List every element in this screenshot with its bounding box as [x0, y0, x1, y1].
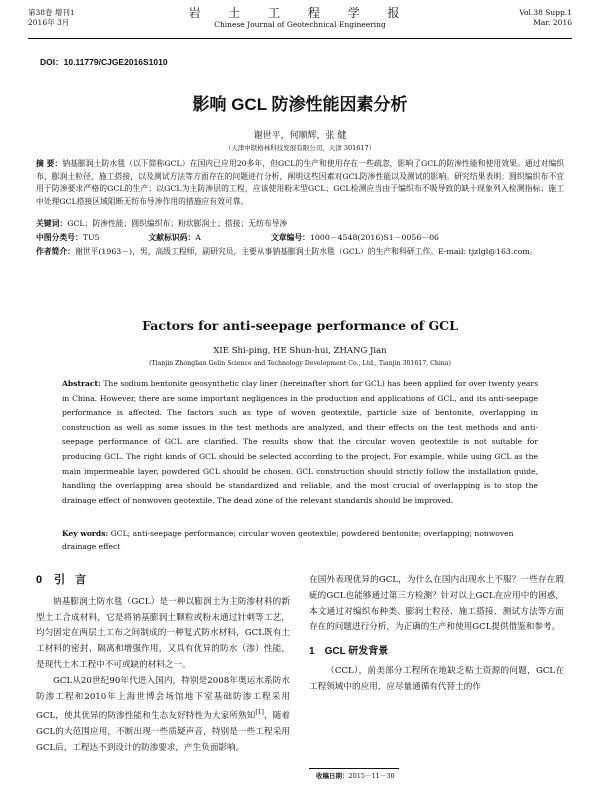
doc-code-item: [148, 232, 268, 244]
article-no-item: [271, 232, 439, 244]
doi[interactable]: DOI：10.11779/CJGE2016S1010: [40, 57, 168, 67]
section-1-title: GCL 研发背景: [324, 646, 389, 658]
clc-item: [36, 232, 146, 244]
abstract-cn-label: 摘 要：: [36, 159, 63, 168]
header-date-cn: 2016年 3月: [28, 18, 70, 27]
author-bio-label: 作者简介：: [36, 247, 75, 256]
abstract-cn-text: 钠基膨润土防水毯（以下简称GCL）在国内已应用20多年，但GCL的生产和使用存在一些疏忽，影响了GCL的防渗性能和使用效果。通过对编织布、膨润土粒径、施工搭接，以及测试方法等方面存在的问题进行分析，阐明这些因素对GCL防渗性能以及测试的影响。研究结果表明：圆织编织布不宜用于防渗要求严格的GCL的生产；以GCL为主防渗层的工程，应该使用粉末型GCL；GCL检测应当由于编织布不吸导致的缺十现象列入检测指标；施工中处理GCL搭接区域阻断无纺布导渗作用的措施应有效可靠。: [36, 159, 564, 206]
intro-paragraph-2-text: GCL从20世纪90年代进入国内，特别是2008年奥运水系防水防渗工程和2010年上海世博会场馆地下室基础防渗工程采用GCL，使其优异的防渗性能和生态友好特性为大家所熟知: [36, 675, 290, 722]
intro-paragraph-3: 在国外表现优异的GCL，为什么在国内出现水土不服？一些存在瑕疵的GCL也能够通过第三方检测？针对以上GCL在应用中的困惑，本文通过对编织布种类、膨润土粒径、施工搭接、测试方法等方面存在的问题进行分析，为正确的生产和使用GCL提供借鉴和参考。: [309, 575, 564, 633]
section-1-heading: [309, 644, 564, 660]
authors-cn: 谢世平，何顺辉，张 健: [253, 131, 347, 141]
intro-paragraph-2: [36, 674, 290, 757]
abstract-en-label: Abstract:: [62, 379, 101, 388]
affiliation-cn: （天津中联格林科技发展有限公司，天津 301617）: [224, 144, 376, 152]
section-0-title: 引言: [54, 574, 97, 586]
received-label: 收稿日期：: [316, 772, 349, 780]
article-no-value: 1000－4548(2016)S1－0056－06: [309, 233, 440, 242]
clc-value: TU5: [82, 233, 100, 242]
abstract-en: [62, 377, 538, 508]
citation-ref-1[interactable]: [1]: [255, 709, 264, 717]
author-bio-cn: [36, 246, 564, 259]
body-column-left: [36, 573, 290, 757]
affiliation-en: (Tianjin Zhonglian Gelin Science and Technology Development Co., Ltd., Tianjin 301617, China): [149, 360, 451, 367]
intro-paragraph-2-cont: ，随着GCL的大范围应用，不断出现一些质疑声音，特别是一些工程采用GCL后，工程达不到设计的防渗要求，产生负面影响。: [36, 711, 290, 753]
section-1-number: 1: [309, 646, 315, 658]
keywords-cn-label: 关键词：: [36, 219, 68, 228]
keywords-en: [62, 527, 538, 553]
body-column-right: [309, 573, 564, 696]
journal-name-en: Chinese Journal of Geotechnical Engineering: [214, 20, 386, 29]
article-no-label: 文章编号：: [270, 233, 310, 242]
doc-code-value: A: [195, 233, 201, 242]
clc-label: 中图分类号：: [36, 233, 83, 242]
header-center: [28, 6, 572, 30]
keywords-en-label: Key words:: [62, 529, 109, 538]
received-date: 2015－11－30: [348, 772, 395, 780]
footnote-received: [316, 771, 395, 780]
section-0-number: 0: [36, 574, 43, 586]
intro-paragraph-1: 钠基膨润土防水毯（GCL）是一种以膨润土为主防渗材料的新型土工合成材料，它是将钠基膨润土颗粒或粉末通过针刺等工艺，均匀固定在两层土工布之间制成的一种复式防水材料，GCL既有土工材料的密封、隔离和增强作用，又具有优异的防水（渗）性能，是现代土木工程中不可或缺的材料之一。: [36, 596, 290, 670]
paper-title-en: Factors for anti-seepage performance of GCL: [142, 318, 458, 333]
abstract-cn: [36, 158, 564, 208]
journal-name-cn: 岩 土 工 程 学 报: [188, 6, 412, 20]
header-right: [519, 8, 572, 28]
footnote-divider: [309, 768, 399, 769]
running-header: [28, 6, 572, 36]
keywords-cn-text: GCL；防渗性能；圆织编织布；粉状膨润土；搭接；无纺布导渗: [67, 219, 288, 228]
header-divider: [28, 38, 572, 39]
section-0-heading: [36, 573, 290, 589]
paper-title-cn: 影响 GCL 防渗性能因素分析: [192, 95, 408, 114]
keywords-en-text: GCL; anti-seepage performance; circular woven geotextile; powdered bentonite; overlapping; nonwoven drainage effect: [62, 529, 514, 551]
authors-en: XIE Shi-ping, HE Shun-hui, ZHANG Jian: [213, 346, 387, 356]
header-volume-cn: 第38卷 增刊1: [28, 8, 75, 17]
classification-row: [36, 232, 564, 244]
author-bio-text: 谢世平(1963－)，男，高级工程师，副研究员，主要从事钠基膨润土防水毯（GCL）的生产和科研工作。E-mail: tjzlgl@163.com。: [74, 247, 538, 256]
header-date-en: Mar. 2016: [533, 18, 572, 27]
doc-code-label: 文献标识码：: [148, 233, 196, 242]
abstract-en-text: The sodium bentonite geosynthetic clay liner (hereinafter short for GCL) has been applied for over twenty years in China. However, there are some important negligences in the production and applications of GCL, and its anti-seepage performance is affected. The factors such as type of woven geotextile, particle size of bentonite, overlapping in construction as well as some issues in the test methods are analyzed, and their effects on the test methods and anti-seepage performance of GCL are clarified. The results show that the circular woven geotextile is not suitable for producing GCL. The right kinds of GCL should be selected according to the project. For example, while using GCL as the main impermeable layer, powdered GCL should be chosen. GCL construction should strictly follow the installation guide, handling the overlapping area should be standardized and reliable, and the most crucial of overlapping is to stop the drainage effect of nonwoven geotextile. The dead zone of the relevant standards should be improved.: [62, 379, 538, 505]
section-1-paragraph-1: （CCL），前美部分工程所在地缺乏粘土资源的问题，GCL在工程领域中的应用，应尽量通循有代替土的作: [309, 665, 564, 692]
header-volume-en: Vol.38 Supp.1: [519, 8, 572, 17]
keywords-cn: [36, 218, 564, 230]
